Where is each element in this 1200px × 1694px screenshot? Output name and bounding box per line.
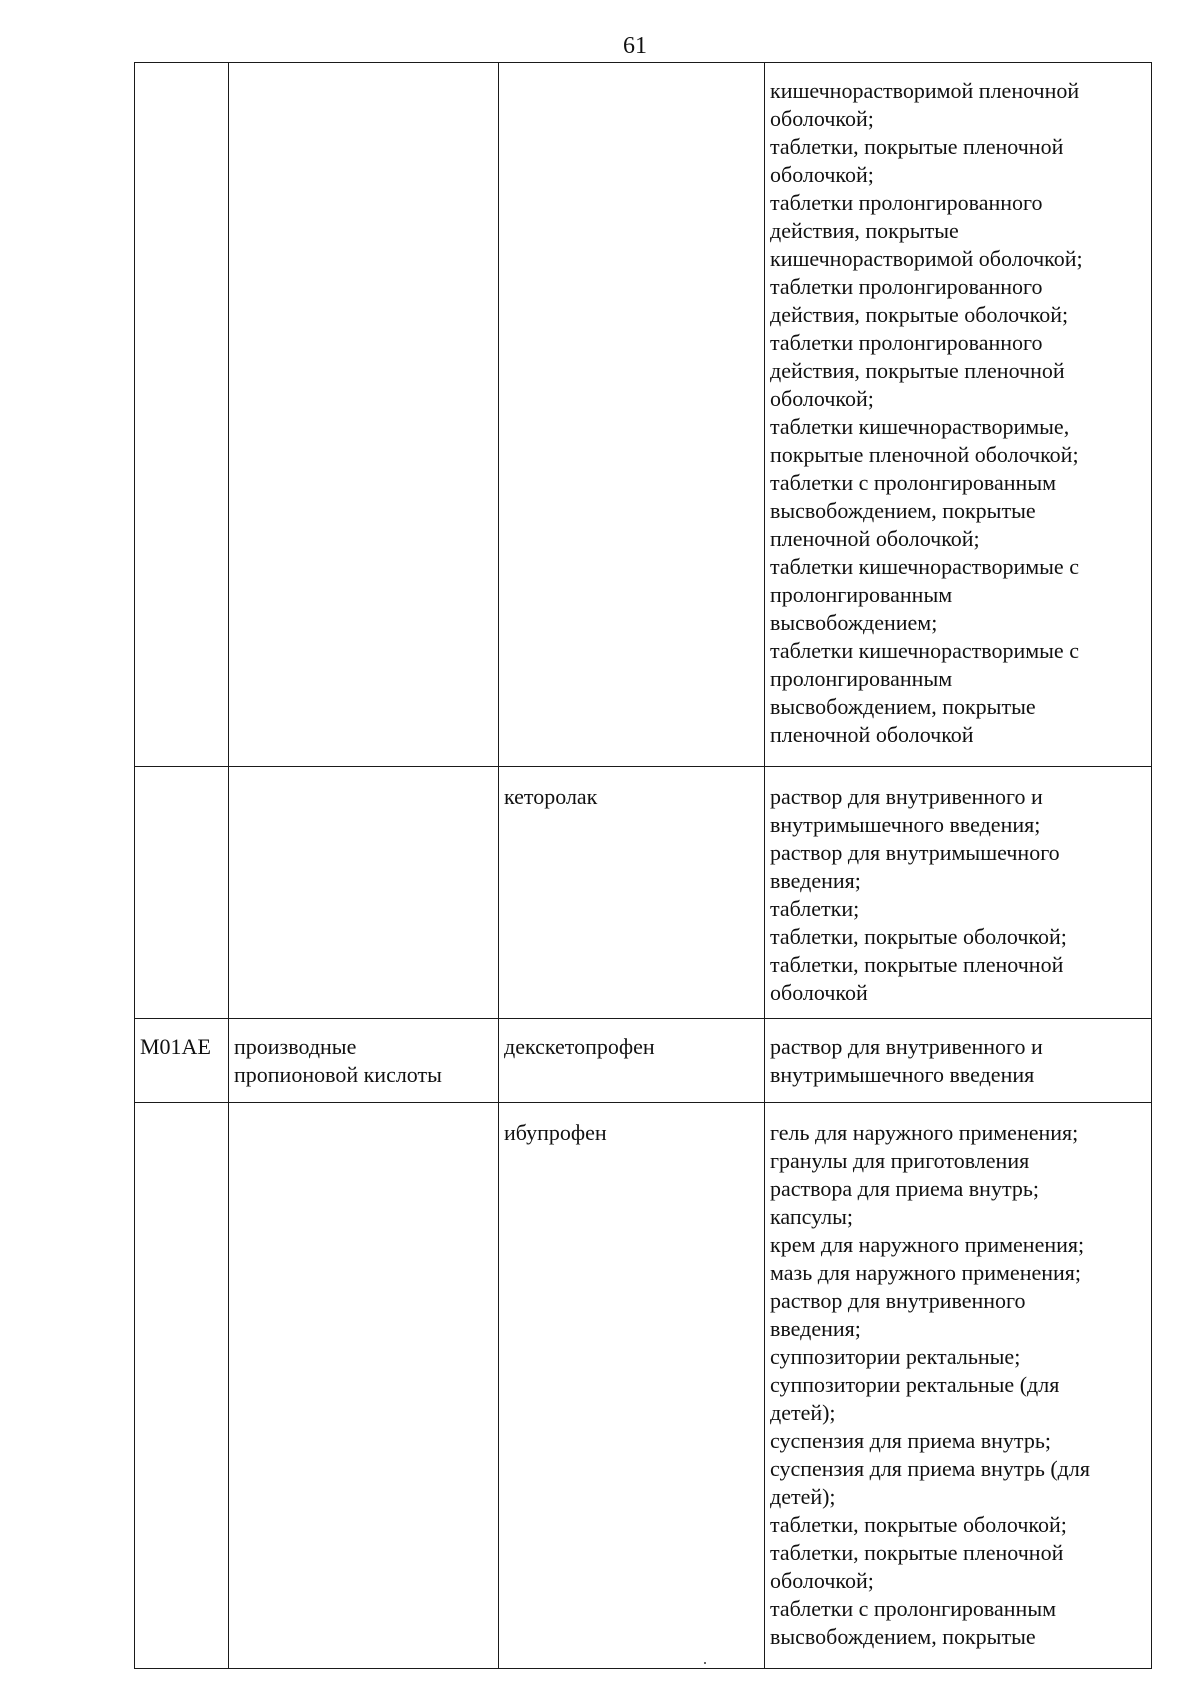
dosage-form-line: таблетки с пролонгированным: [770, 470, 1057, 495]
dosage-form-line: суспензия для приема внутрь (для: [770, 1456, 1090, 1481]
dosage-form-line: оболочкой;: [770, 106, 874, 131]
dosage-form-line: высвобождением, покрытые: [770, 1624, 1036, 1649]
dosage-form-line: суппозитории ректальные;: [770, 1344, 1021, 1369]
drug-table: [134, 62, 1152, 1669]
dosage-form-line: таблетки, покрытые пленочной: [770, 1540, 1064, 1565]
dosage-forms-cell: [765, 63, 1152, 767]
table-row: [135, 63, 1152, 767]
drug-name-cell: декскетопрофен: [499, 1019, 765, 1103]
table-row: [135, 767, 1152, 1019]
dosage-form-line: гранулы для приготовления: [770, 1148, 1030, 1173]
group-name-cell: [229, 1103, 499, 1669]
dosage-form-line: кишечнорастворимой пленочной: [770, 78, 1080, 103]
dosage-form-line: суспензия для приема внутрь;: [770, 1428, 1051, 1453]
dosage-form-line: оболочкой: [770, 980, 868, 1005]
drug-name-cell: кеторолак: [499, 767, 765, 1019]
dosage-form-line: высвобождением, покрытые: [770, 694, 1036, 719]
dosage-form-line: действия, покрытые пленочной: [770, 358, 1065, 383]
dosage-form-line: введения;: [770, 868, 861, 893]
dosage-form-line: таблетки, покрытые оболочкой;: [770, 1512, 1067, 1537]
dosage-form-line: таблетки кишечнорастворимые с: [770, 638, 1079, 663]
atc-code-cell: M01AE: [135, 1019, 229, 1103]
dosage-form-line: таблетки пролонгированного: [770, 330, 1043, 355]
dosage-form-line: введения;: [770, 1316, 861, 1341]
dosage-form-line: таблетки с пролонгированным: [770, 1596, 1057, 1621]
dosage-form-line: покрытые пленочной оболочкой;: [770, 442, 1079, 467]
dosage-form-line: раствора для приема внутрь;: [770, 1176, 1039, 1201]
table-row: [135, 1103, 1152, 1669]
drug-name-cell: ибупрофен: [499, 1103, 765, 1669]
group-name-line: производные: [234, 1034, 357, 1059]
dosage-form-line: оболочкой;: [770, 386, 874, 411]
dosage-form-line: кишечнорастворимой оболочкой;: [770, 246, 1083, 271]
atc-code-cell: [135, 63, 229, 767]
dosage-form-line: действия, покрытые: [770, 218, 959, 243]
dosage-form-line: высвобождением;: [770, 610, 938, 635]
table-body: [135, 63, 1152, 1669]
dosage-form-line: пленочной оболочкой: [770, 722, 974, 747]
table-row: [135, 1019, 1152, 1103]
dosage-form-line: таблетки пролонгированного: [770, 190, 1043, 215]
dosage-form-line: внутримышечного введения: [770, 1062, 1035, 1087]
atc-code-cell: [135, 1103, 229, 1669]
group-name-line: пропионовой кислоты: [234, 1062, 442, 1087]
dosage-form-line: суппозитории ректальные (для: [770, 1372, 1060, 1397]
page-number: 61: [623, 33, 647, 59]
dosage-form-line: таблетки, покрытые пленочной: [770, 134, 1064, 159]
dosage-form-line: таблетки, покрытые пленочной: [770, 952, 1064, 977]
drug-name-cell: [499, 63, 765, 767]
dosage-form-line: таблетки, покрытые оболочкой;: [770, 924, 1067, 949]
scan-speck: [704, 1662, 706, 1664]
group-name-cell: [229, 63, 499, 767]
dosage-form-line: внутримышечного введения;: [770, 812, 1041, 837]
group-name-cell: [229, 767, 499, 1019]
dosage-form-line: оболочкой;: [770, 1568, 874, 1593]
dosage-form-line: таблетки пролонгированного: [770, 274, 1043, 299]
dosage-forms-cell: [765, 767, 1152, 1019]
dosage-form-line: крем для наружного применения;: [770, 1232, 1085, 1257]
dosage-forms-cell: [765, 1103, 1152, 1669]
dosage-form-line: таблетки кишечнорастворимые с: [770, 554, 1079, 579]
dosage-form-line: таблетки кишечнорастворимые,: [770, 414, 1070, 439]
dosage-form-line: раствор для внутримышечного: [770, 840, 1060, 865]
dosage-form-line: раствор для внутривенного и: [770, 1034, 1043, 1059]
dosage-form-line: детей);: [770, 1400, 836, 1425]
dosage-forms-cell: [765, 1019, 1152, 1103]
dosage-form-line: действия, покрытые оболочкой;: [770, 302, 1069, 327]
dosage-form-line: таблетки;: [770, 896, 860, 921]
dosage-form-line: детей);: [770, 1484, 836, 1509]
dosage-form-line: пролонгированным: [770, 666, 953, 691]
dosage-form-line: пленочной оболочкой;: [770, 526, 980, 551]
dosage-form-line: капсулы;: [770, 1204, 853, 1229]
dosage-form-line: мазь для наружного применения;: [770, 1260, 1082, 1285]
dosage-form-line: пролонгированным: [770, 582, 953, 607]
dosage-form-line: гель для наружного применения;: [770, 1120, 1079, 1145]
dosage-form-line: оболочкой;: [770, 162, 874, 187]
dosage-form-line: раствор для внутривенного и: [770, 784, 1043, 809]
dosage-form-line: высвобождением, покрытые: [770, 498, 1036, 523]
group-name-cell: [229, 1019, 499, 1103]
dosage-form-line: раствор для внутривенного: [770, 1288, 1026, 1313]
atc-code-cell: [135, 767, 229, 1019]
